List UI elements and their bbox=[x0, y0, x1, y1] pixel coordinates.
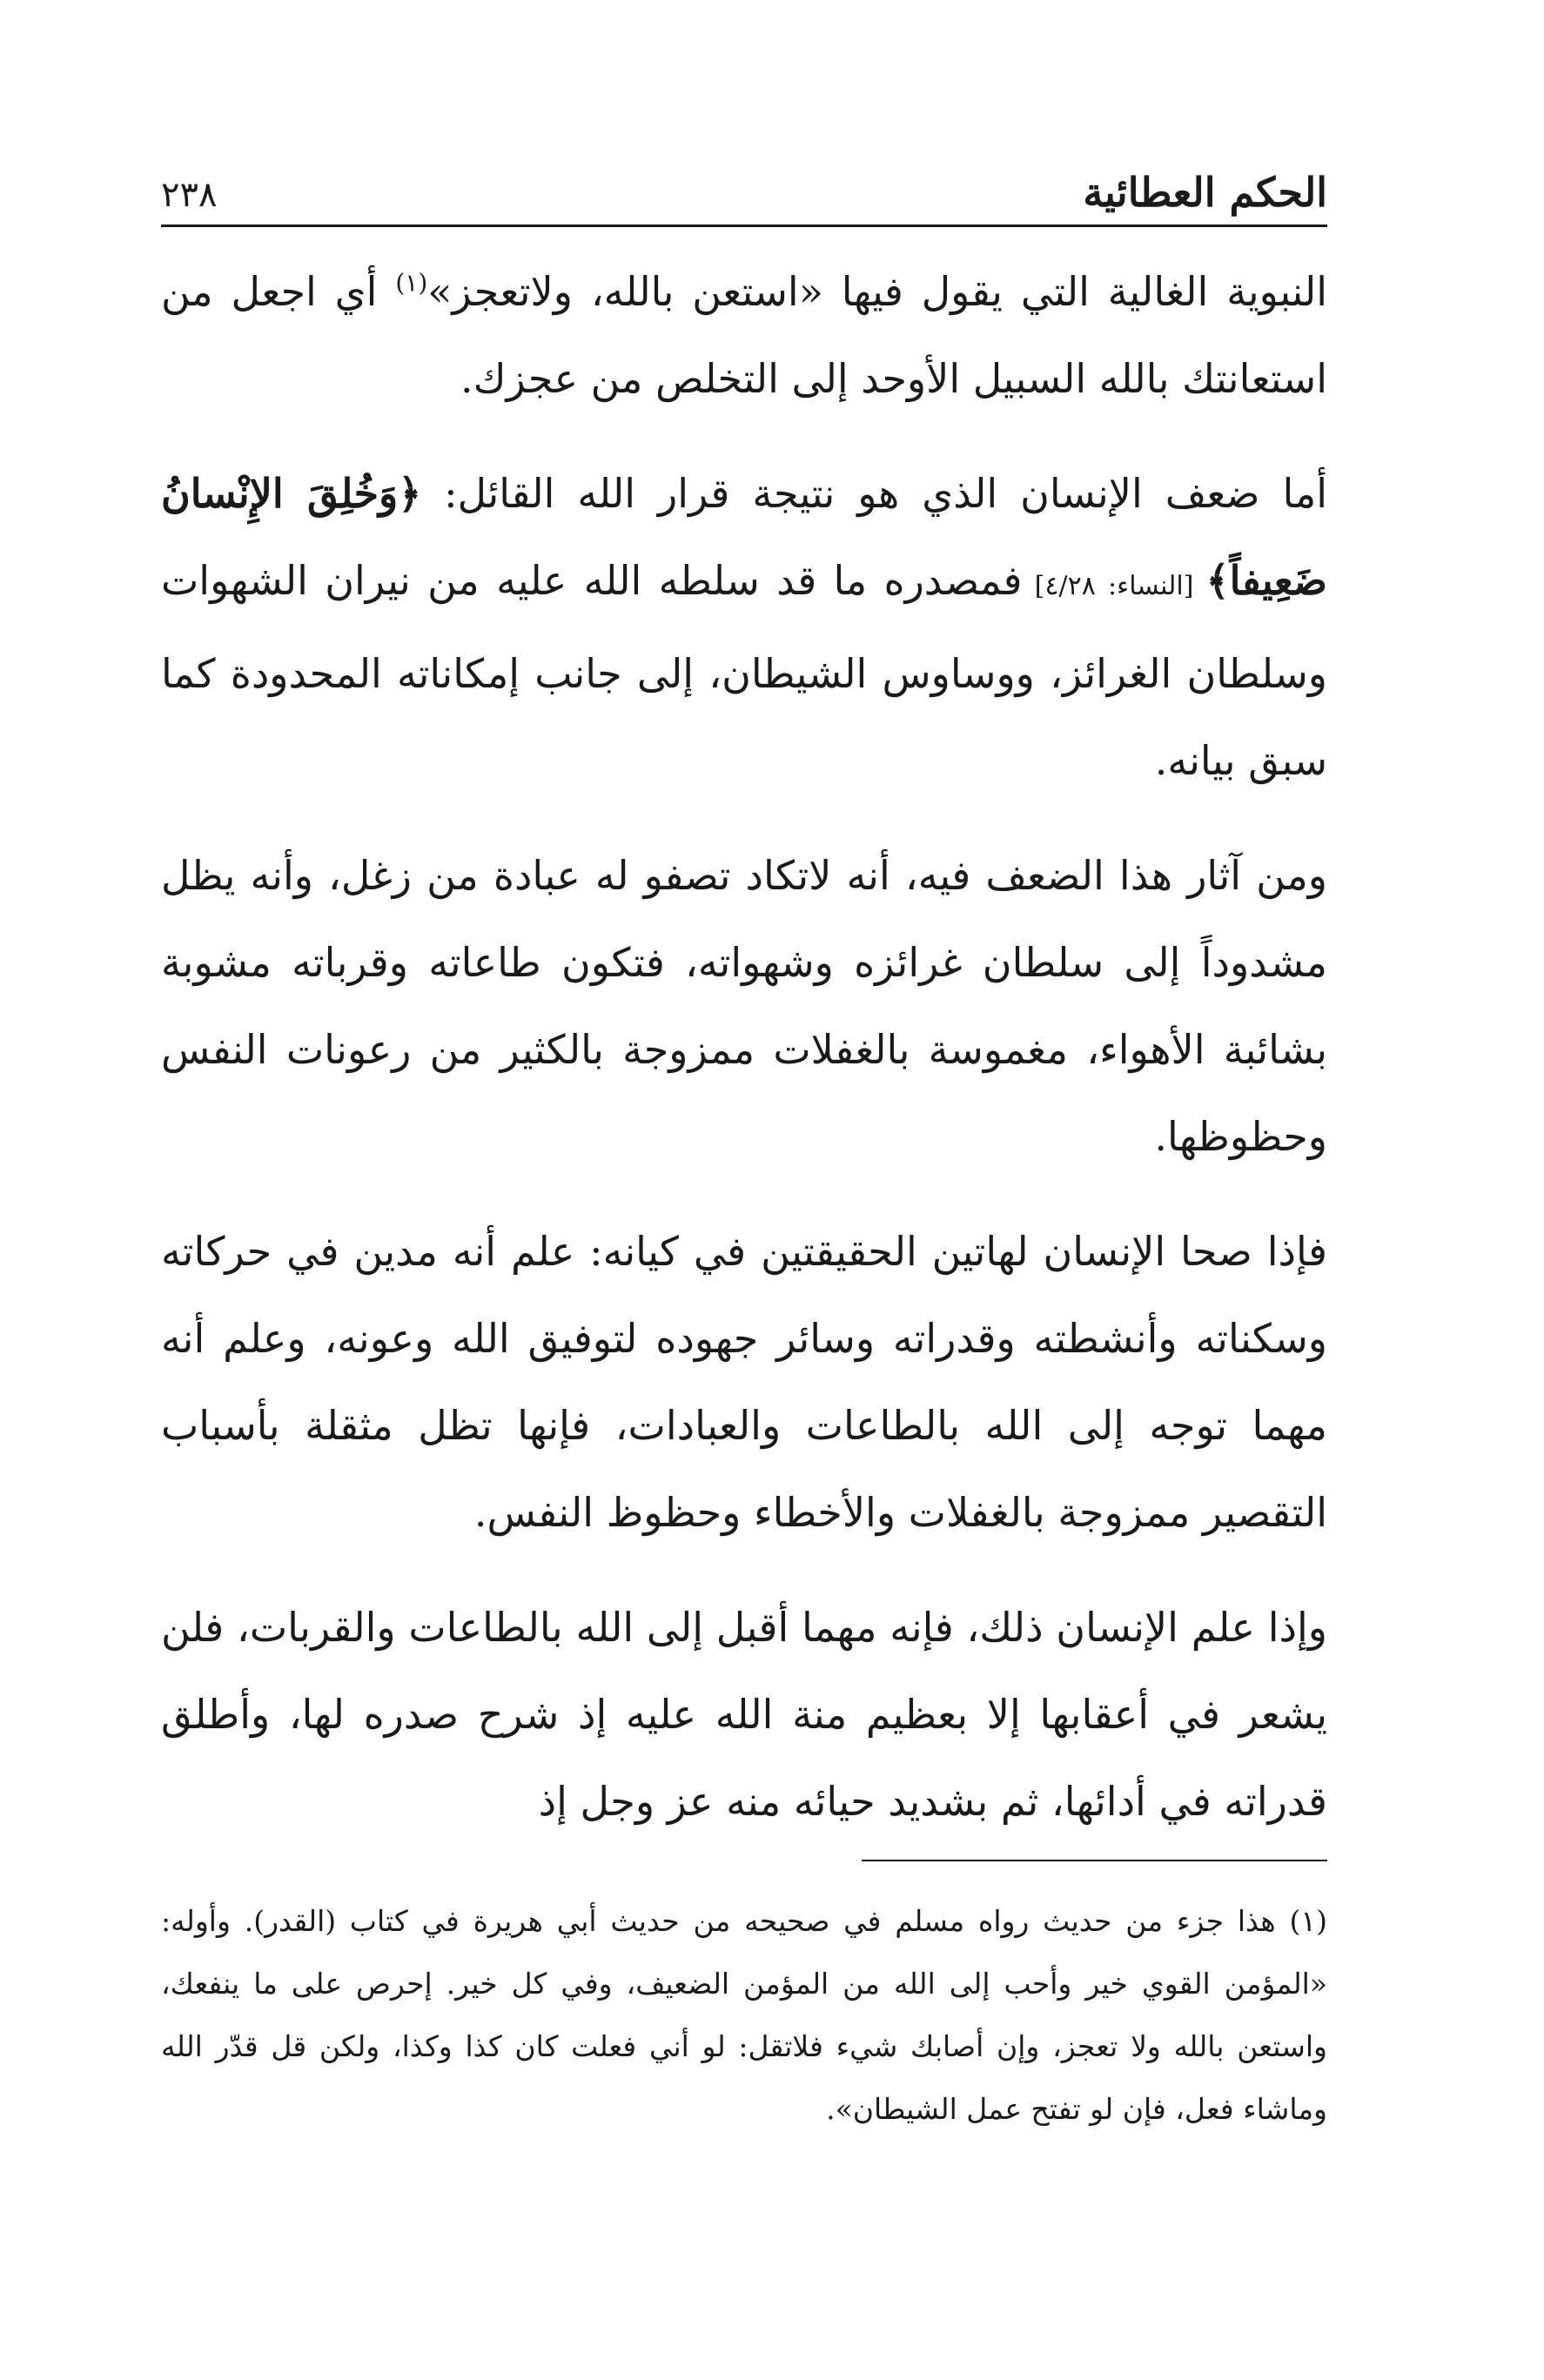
paragraph-2 bbox=[161, 450, 1327, 804]
paragraph-1-text-b: أي اجعل من استعانتك بالله السبيل الأوحد إلى التخلص من عجزك. bbox=[161, 268, 1327, 402]
footnote-reference-1[interactable]: (١) bbox=[395, 268, 428, 298]
paragraph-5: وإذا علم الإنسان ذلك، فإنه مهما أقبل إلى الله بالطاعات والقربات، فلن يشعر في أعقابها إلا بعظيم منة الله عليه إذ شرح صدره لها، وأطلق قدراته في أدائها، ثم بشديد حيائه منه عز وجل إذ bbox=[161, 1604, 1327, 1825]
footnote-1: (١) هذا جزء من حديث رواه مسلم في صحيحه من حديث أبي هريرة في كتاب (القدر). وأوله: «المؤمن القوي خير وأحب إلى الله من المؤمن الضعيف، وفي كل خير. إحرص على ما ينفعك، واستعن بالله ولا تعجز، وإن أصابك شيء فلاتقل: لو أني فعلت كان كذا وكذا، ولكن قل قدّر الله وماشاء فعل، فإن لو تفتح عمل الشيطان». bbox=[161, 1904, 1327, 2126]
paragraph-1 bbox=[161, 248, 1327, 422]
footnote-separator bbox=[862, 1860, 1327, 1861]
page-header bbox=[161, 155, 1327, 225]
running-title: الحكم العطائية bbox=[1083, 169, 1327, 216]
paragraph-4: فإذا صحا الإنسان لهاتين الحقيقتين في كيانه: علم أنه مدين في حركاته وسكناته وأنشطته وقدراته وسائر جهوده لتوفيق الله وعونه، وعلم أنه مهما توجه إلى الله بالطاعات والعبادات، فإنها تظل مثقلة بأسباب التقصير ممزوجة بالغفلات والأخطاء وحظوظ النفس. bbox=[161, 1228, 1328, 1536]
paragraph-2-text-a: أما ضعف الإنسان الذي هو نتيجة قرار الله القائل: bbox=[421, 470, 1327, 517]
paragraph-2-text-b: فمصدره ما قد سلطه الله عليه من نيران الشهوات وسلطان الغرائز، ووساوس الشيطان، إلى جانب إمكاناته المحدودة كما سبق بيانه. bbox=[161, 557, 1327, 784]
verse-citation: [النساء: ٤/٢٨] bbox=[1022, 571, 1206, 601]
header-rule bbox=[161, 225, 1327, 227]
paragraph-1-text-a: النبوية الغالية التي يقول فيها «استعن بالله، ولاتعجز» bbox=[427, 268, 1327, 315]
quran-verse: ﴿وَخُلِقَ الإِنْسانُ ضَعِيفاً﴾ bbox=[161, 470, 1327, 604]
main-text bbox=[161, 248, 1327, 1873]
footnotes bbox=[161, 1890, 1327, 2141]
paragraph-3: ومن آثار هذا الضعف فيه، أنه لاتكاد تصفو له عبادة من زغل، وأنه يظل مشدوداً إلى سلطان غرائزه وشهواته، فتكون طاعاته وقرباته مشوبة بشائبة الأهواء، مغموسة بالغفلات ممزوجة بالكثير من رعونات النفس وحظوظها. bbox=[161, 852, 1327, 1160]
page-number: ٢٣٨ bbox=[161, 175, 218, 215]
